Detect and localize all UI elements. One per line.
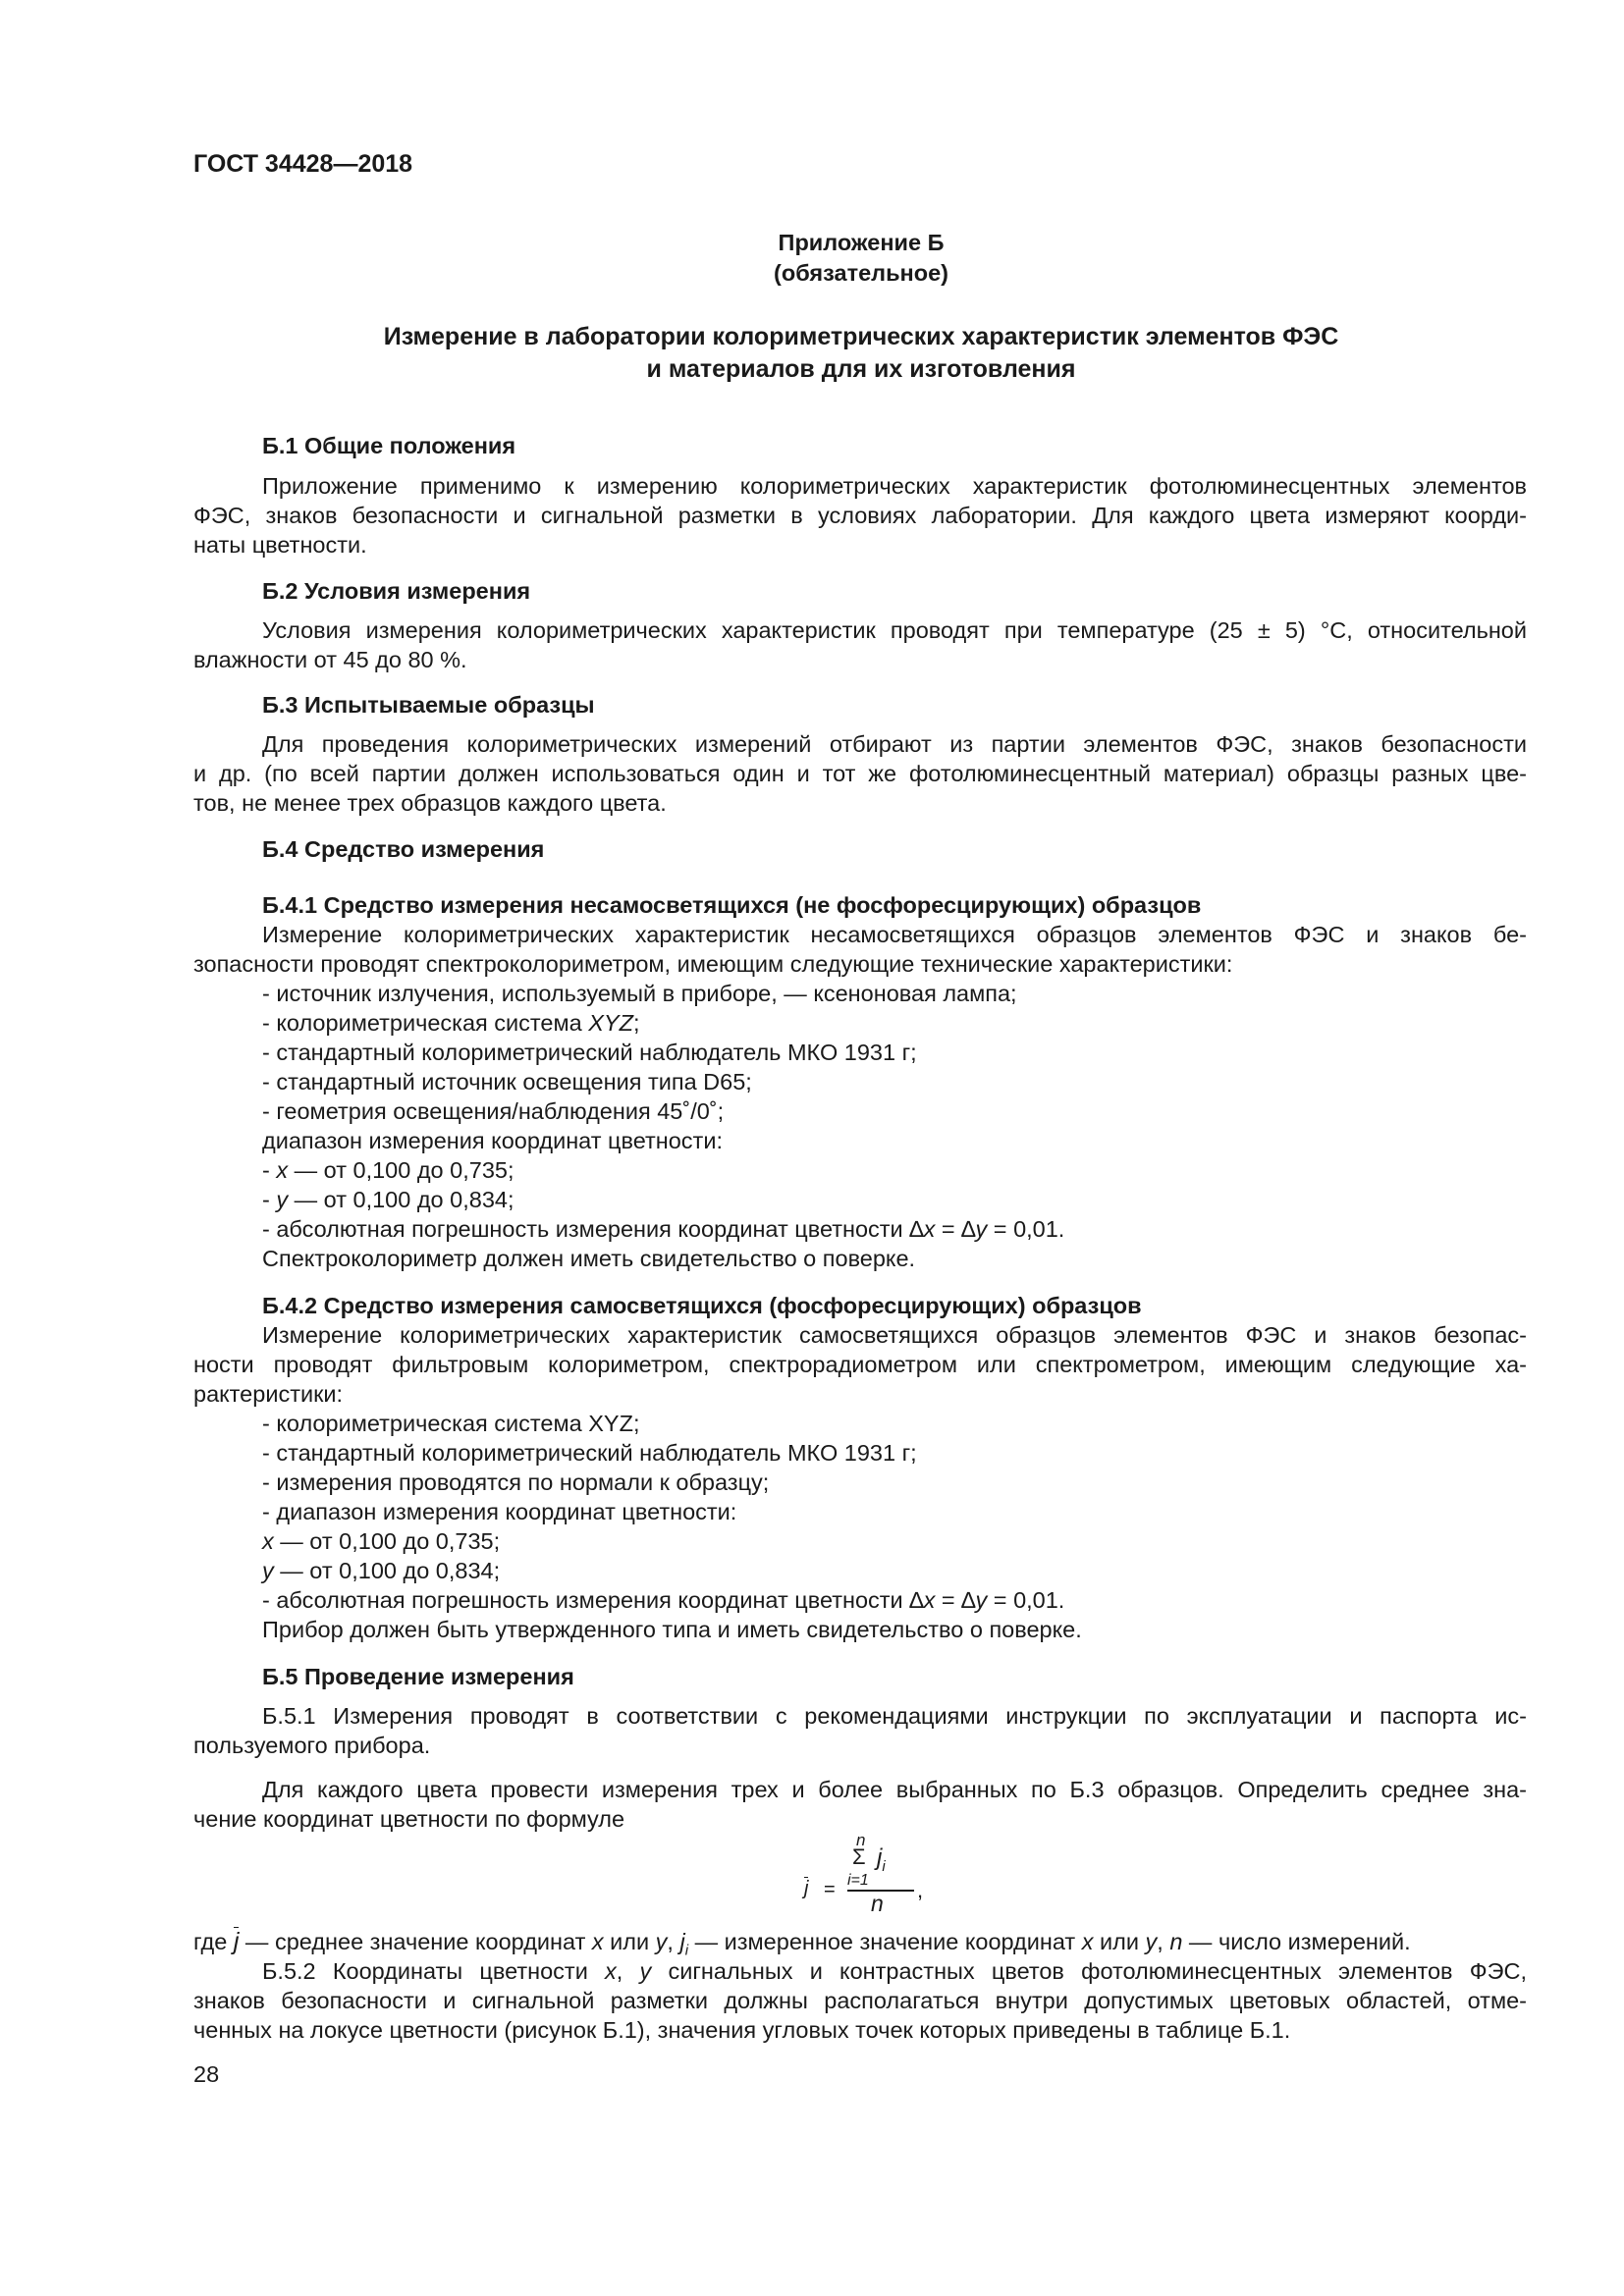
section-b2-heading: Б.2 Условия измерения (262, 578, 531, 604)
page-number: 28 (193, 2061, 220, 2087)
section-b3-text: и др. (по всей партии должен использоваться один и тот же фотолюминесцентный материал) образцы разных цве- (193, 761, 1527, 786)
formula-lhs: j (804, 1878, 809, 1899)
section-b1-text: ФЭС, знаков безопасности и сигнальной разметки в условиях лаборатории. Для каждого цвета измеряют коорди- (193, 503, 1527, 528)
list-item: - y — от 0,100 до 0,834; (262, 1187, 514, 1212)
section-b42-text: рактеристики: (193, 1381, 344, 1407)
appendix-title-line2: и материалов для их изготовления (646, 355, 1076, 383)
section-b41-text: зопасности проводят спектроколориметром, имеющим следующие технические характеристики: (193, 951, 1233, 977)
section-b5-text: Б.5.1 Измерения проводят в соответствии с рекомендациями инструкции по эксплуатации и паспорта ис- (262, 1703, 1527, 1729)
section-b42-text: Измерение колориметрических характеристик самосветящихся образцов элементов ФЭС и знаков безопас- (262, 1322, 1527, 1348)
section-b1-heading: Б.1 Общие положения (262, 433, 516, 458)
section-b3-heading: Б.3 Испытываемые образцы (262, 692, 595, 718)
section-b52-text: ченных на локусе цветности (рисунок Б.1), значения угловых точек которых приведены в таблице Б.1. (193, 2017, 1291, 2043)
list-item: - геометрия освещения/наблюдения 45˚/0˚; (262, 1098, 725, 1124)
formula-explanation: где j — среднее значение координат x или y, $j_i$ — измеренное значение координат x или y, n — число измерений. (193, 1928, 1411, 1959)
list-item: - стандартный колориметрический наблюдатель МКО 1931 г; (262, 1040, 917, 1065)
section-b4-heading: Б.4 Средство измерения (262, 836, 545, 862)
list-item: - абсолютная погрешность измерения координат цветности ∆x = ∆y = 0,01. (262, 1587, 1065, 1613)
section-b5-text: чение координат цветности по формуле (193, 1806, 625, 1832)
list-item: - стандартный колориметрический наблюдатель МКО 1931 г; (262, 1440, 917, 1466)
list-item: - x — от 0,100 до 0,735; (262, 1157, 514, 1183)
section-b42-text: ности проводят фильтровым колориметром, спектрорадиометром или спектрометром, имеющим следующие ха- (193, 1352, 1527, 1377)
document-id: ГОСТ 34428—2018 (193, 150, 413, 178)
list-item: - источник излучения, используемый в приборе, — ксеноновая лампа; (262, 981, 1017, 1006)
section-b52-text: знаков безопасности и сигнальной разметки должны располагаться внутри допустимых цветовых областей, отме- (193, 1988, 1527, 2013)
list-item: - диапазон измерения координат цветности: (262, 1499, 737, 1524)
list-item: y — от 0,100 до 0,834; (262, 1558, 501, 1583)
formula-comma: , (917, 1878, 924, 1902)
section-b52-text: Б.5.2 Координаты цветности x, y сигнальных и контрастных цветов фотолюминесцентных элементов ФЭС, (262, 1958, 1527, 1984)
section-b5-text: Для каждого цвета провести измерения трех и более выбранных по Б.3 образцов. Определить среднее зна- (262, 1777, 1527, 1802)
appendix-label: Приложение Б (778, 230, 945, 255)
paragraph: диапазон измерения координат цветности: (262, 1128, 723, 1153)
section-b5-text: пользуемого прибора. (193, 1733, 431, 1758)
list-item: - измерения проводятся по нормали к образцу; (262, 1469, 770, 1495)
section-b5-heading: Б.5 Проведение измерения (262, 1664, 574, 1689)
formula-lower-limit: i=1 (847, 1872, 869, 1889)
section-b2-text: влажности от 45 до 80 %. (193, 647, 467, 672)
appendix-status: (обязательное) (774, 260, 948, 286)
paragraph: Спектроколориметр должен иметь свидетельство о поверке. (262, 1246, 916, 1271)
mean-formula (790, 1831, 928, 1919)
section-b41-heading: Б.4.1 Средство измерения несамосветящихся (не фосфоресцирующих) образцов (262, 892, 1202, 918)
list-item: - колориметрическая система XYZ; (262, 1411, 640, 1436)
list-item: x — от 0,100 до 0,735; (262, 1528, 501, 1554)
section-b3-text: Для проведения колориметрических измерений отбирают из партии элементов ФЭС, знаков безопасности (262, 731, 1527, 757)
list-item: - абсолютная погрешность измерения координат цветности ∆x = ∆y = 0,01. (262, 1216, 1065, 1242)
section-b2-text: Условия измерения колориметрических характеристик проводят при температуре (25 ± 5) °С, относительной (262, 617, 1527, 643)
section-b3-text: тов, не менее трех образцов каждого цвета. (193, 790, 667, 816)
formula-upper-limit: n (856, 1831, 866, 1849)
section-b1-text: наты цветности. (193, 532, 367, 558)
formula-denominator: n (871, 1891, 884, 1916)
list-item: - колориметрическая система XYZ; (262, 1010, 640, 1036)
appendix-title-line1: Измерение в лаборатории колориметрических характеристик элементов ФЭС (383, 323, 1339, 350)
list-item: - стандартный источник освещения типа D65; (262, 1069, 752, 1095)
formula-sum-sign: Σ (852, 1844, 866, 1869)
section-b41-text: Измерение колориметрических характеристик несамосветящихся образцов элементов ФЭС и знаков бе- (262, 922, 1527, 947)
formula-equals: = (824, 1879, 836, 1900)
paragraph: Прибор должен быть утвержденного типа и иметь свидетельство о поверке. (262, 1617, 1082, 1642)
section-b42-heading: Б.4.2 Средство измерения самосветящихся (фосфоресцирующих) образцов (262, 1293, 1142, 1318)
formula-term: $j_i$ (877, 1844, 886, 1875)
section-b1-text: Приложение применимо к измерению колориметрических характеристик фотолюминесцентных элементов (262, 473, 1527, 499)
